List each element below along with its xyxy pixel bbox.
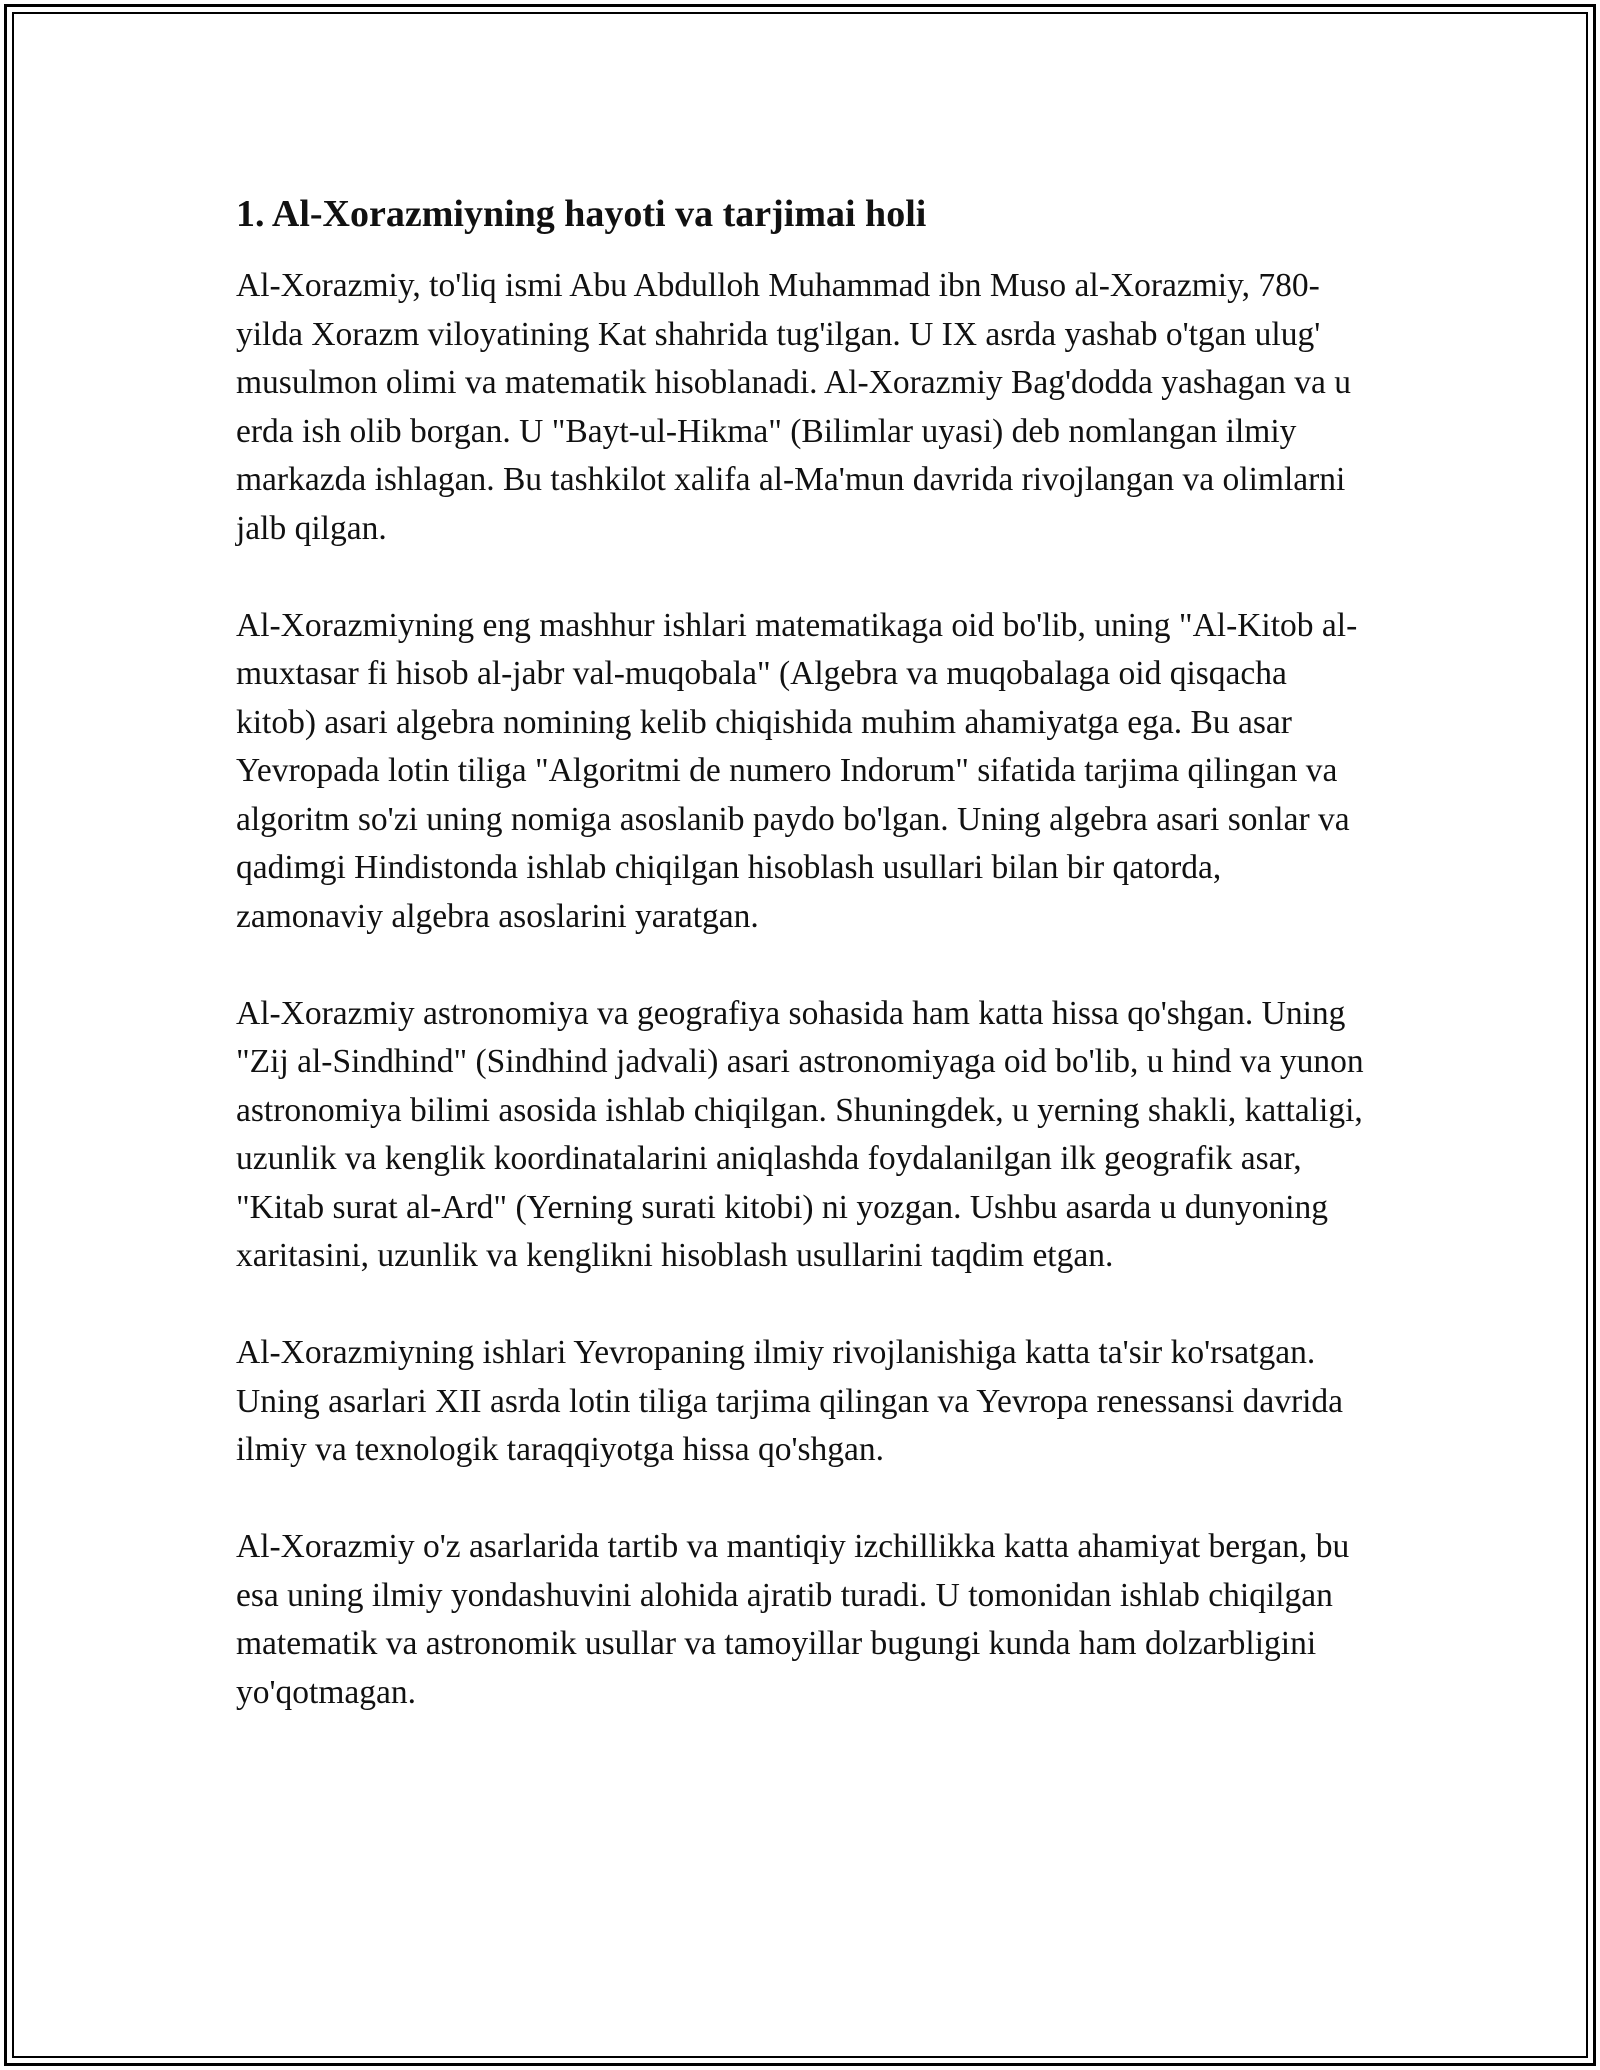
paragraph-legacy: Al-Xorazmiy o'z asarlarida tartib va mantiqiy izchillikka katta ahamiyat bergan, bu esa uning ilmiy yondashuvini alohida ajratib turadi. U tomonidan ishlab chiqilgan matematik va astronomik usullar va tamoyillar bugungi kunda ham dolzarbligini yo'qotmagan.	[236, 1528, 1350, 1711]
paragraph-astronomy-geography: Al-Xorazmiy astronomiya va geografiya sohasida ham katta hissa qo'shgan. Uning "Zij al-Sindhind" (Sindhind jadvali) asari astronomiyaga oid bo'lib, u hind va yunon astronomiya bilimi asosida ishlab chiqilgan. Shuningdek, u yerning shakli, kattaligi, uzunlik va kenglik koordinatalarini aniqlashda foydalanilgan ilk geografik asar, "Kitab surat al-Ard" (Yerning surati kitobi) ni yozgan. Ushbu asarda u dunyoning xaritasini, uzunlik va kenglikni hisoblash usullarini taqdim etgan.	[236, 994, 1364, 1274]
paragraph-influence: Al-Xorazmiyning ishlari Yevropaning ilmiy rivojlanishiga katta ta'sir ko'rsatgan. Uning asarlari XII asrda lotin tiliga tarjima qilingan va Yevropa renessansi davrida ilmiy va texnologik taraqqiyotga hissa qo'shgan.	[236, 1334, 1344, 1468]
section-heading: 1. Al-Xorazmiyning hayoti va tarjimai holi	[236, 193, 927, 235]
document-body	[236, 190, 1366, 1766]
paragraph-mathematics: Al-Xorazmiyning eng mashhur ishlari matematikaga oid bo'lib, uning "Al-Kitob al-muxtasar fi hisob al-jabr val-muqobala" (Algebra va muqobalaga oid qisqacha kitob) asari algebra nomining kelib chiqishida muhim ahamiyatga ega. Bu asar Yevropada lotin tiliga "Algoritmi de numero Indorum" sifatida tarjima qilingan va algoritm so'zi uning nomiga asoslanib paydo bo'lgan. Uning algebra asari sonlar va qadimgi Hindistonda ishlab chiqilgan hisoblash usullari bilan bir qatorda, zamonaviy algebra asoslarini yaratgan.	[236, 606, 1358, 935]
paragraph-biography: Al-Xorazmiy, to'liq ismi Abu Abdulloh Muhammad ibn Muso al-Xorazmiy, 780-yilda Xorazm viloyatining Kat shahrida tug'ilgan. U IX asrda yashab o'tgan ulug' musulmon olimi va matematik hisoblanadi. Al-Xorazmiy Bag'dodda yashagan va u erda ish olib borgan. U "Bayt-ul-Hikma" (Bilimlar uyasi) deb nomlangan ilmiy markazda ishlagan. Bu tashkilot xalifa al-Ma'mun davrida rivojlangan va olimlarni jalb qilgan.	[236, 267, 1352, 547]
